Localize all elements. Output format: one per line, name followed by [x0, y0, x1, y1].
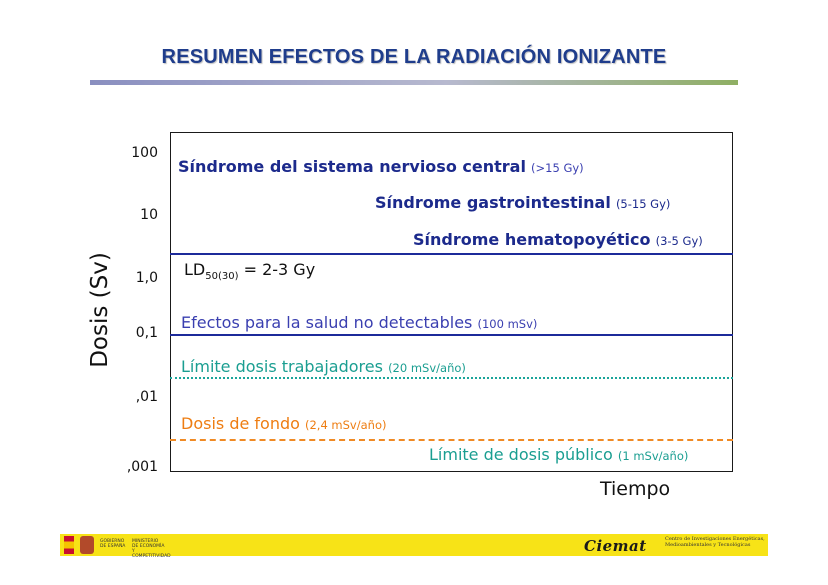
- y-tick-0-1: 0,1: [135, 325, 158, 341]
- ld50-line: [170, 253, 733, 255]
- hema-syndrome-label: Síndrome hematopoyético: [413, 230, 651, 249]
- ld50-prefix: LD: [184, 260, 206, 279]
- workers-limit-range: (20 mSv/año): [388, 361, 466, 375]
- cns-syndrome-row: [178, 157, 584, 176]
- background-dose-row: [181, 414, 386, 433]
- y-tick-0-01: ,01: [135, 389, 158, 405]
- background-dose-label: Dosis de fondo: [181, 414, 300, 433]
- ld50-label: [184, 260, 315, 282]
- hema-syndrome-row: [413, 230, 703, 249]
- y-tick-10: 10: [140, 207, 158, 223]
- gi-syndrome-label: Síndrome gastrointestinal: [375, 193, 611, 212]
- y-tick-100: 100: [131, 145, 158, 161]
- cns-syndrome-range: (>15 Gy): [531, 161, 584, 175]
- spain-flag-icon: [64, 536, 74, 554]
- ld50-subscript: 50(30): [205, 271, 239, 283]
- slide-title: RESUMEN EFECTOS DE LA RADIACIÓN IONIZANTE: [161, 46, 667, 68]
- x-axis-label: Tiempo: [600, 478, 671, 500]
- health-effects-range: (100 mSv): [477, 317, 538, 331]
- y-tick-0-001: ,001: [126, 459, 158, 475]
- public-limit-label: Límite de dosis público: [429, 445, 613, 464]
- ld50-value: = 2-3 Gy: [238, 260, 316, 279]
- background-dose-line: [170, 439, 733, 441]
- y-tick-1: 1,0: [135, 270, 158, 286]
- health-effects-row: [181, 313, 537, 332]
- ministry-text: MINISTERIO DE ECONOMÍA Y COMPETITIVIDAD: [132, 539, 171, 559]
- cns-syndrome-label: Síndrome del sistema nervioso central: [178, 157, 526, 176]
- health-threshold-line: [170, 334, 733, 336]
- public-limit-range: (1 mSv/año): [617, 449, 689, 463]
- health-effects-label: Efectos para la salud no detectables: [181, 313, 473, 332]
- coat-of-arms-icon: [80, 536, 94, 554]
- workers-limit-label: Límite dosis trabajadores: [181, 357, 383, 376]
- gi-syndrome-range: (5-15 Gy): [615, 197, 671, 211]
- gov-text: GOBIERNO DE ESPAÑA: [100, 539, 126, 549]
- ciemat-logo: Ciemat: [584, 537, 647, 555]
- ciemat-org-name: Centro de Investigaciones Energéticas, Medioambientales y Tecnológicas: [665, 536, 765, 548]
- title-underline: [90, 80, 738, 85]
- footer-bar: [60, 534, 768, 559]
- workers-limit-row: [181, 357, 466, 376]
- gi-syndrome-row: [375, 193, 670, 212]
- workers-limit-line: [170, 377, 733, 379]
- background-dose-range: (2,4 mSv/año): [305, 418, 387, 432]
- public-limit-row: [429, 445, 688, 464]
- hema-syndrome-range: (3-5 Gy): [655, 234, 703, 248]
- y-axis-label: Dosis (Sv): [87, 252, 113, 368]
